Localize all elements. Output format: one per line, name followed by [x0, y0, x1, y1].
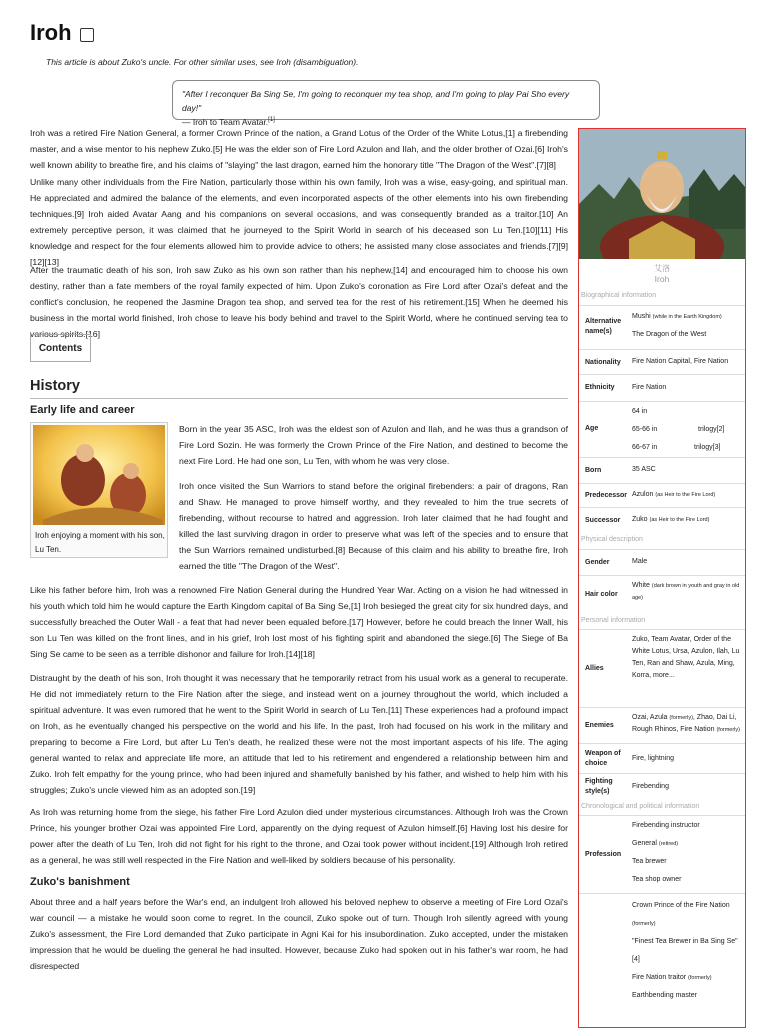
iroh-lu-ten-image[interactable] — [33, 425, 165, 525]
contents-toggle[interactable]: Contents — [30, 334, 91, 362]
row-nationality — [579, 349, 745, 375]
thumbnail-caption: Iroh enjoying a moment with his son, Lu Ten. — [35, 531, 165, 554]
row-alternative-names — [579, 305, 745, 350]
value-weapon[interactable]: Fire, lightning — [632, 755, 675, 762]
quote-attribution: — Iroh to Team Avatar.[1] — [182, 117, 275, 127]
row-ethnicity — [579, 374, 745, 402]
value-nationality[interactable]: Fire Nation Capital, Fire Nation — [632, 358, 729, 365]
value-born[interactable]: 35 ASC — [632, 466, 656, 473]
row-gender — [579, 549, 745, 576]
quote-box — [172, 80, 600, 127]
value-ethnicity[interactable]: Fire Nation — [632, 384, 667, 391]
early-paragraph-2: Iroh once visited the Sun Warriors to stand before the original firebenders: a pair of dragons, Ran and Shaw. He managed to prove himself worthy, and they revealed to him the true secrets of firebending, without recourse to hatred and aggression. Iroh later claimed that he had fought and killed the last surviving dragon in order to preserve what was left of the species and to ensure that the Sun Warriors remained undisturbed.[8] Because of this claim and his ability to breathe fire, Iroh earned the title "The Dragon of the West". — [179, 481, 568, 571]
heading-divider — [30, 398, 568, 399]
hatnote: This article is about Zuko's uncle. For other similar uses, see Iroh (disambiguation). — [46, 57, 359, 67]
label-alt-names: Alternative name(s) — [585, 318, 622, 335]
label-born: Born — [585, 467, 602, 474]
value-allies[interactable]: Zuko, Team Avatar, Order of the White Lotus, Ursa, Azulon, Ilah, Lu Ten, Ran and Shaw, Azula, Ming, Korra, more... — [632, 636, 740, 679]
page-title: Iroh — [30, 20, 72, 45]
intro-paragraph-1: Iroh was a retired Fire Nation General, a former Crown Prince of the nation, a Grand Lotus of the Order of the White Lotus,[1] a firebending master, and a wise mentor to his nephew Zuko.[5] He was the elder son of Fire Lord Azulon and Ilah, and the older brother of Ozai.[6] Iroh's well known ability to breathe fire, and his claims of "slaying" the last dragon, earned him the honorary title "The Dragon of the West".[7][8] — [30, 128, 568, 170]
banishment-paragraph-1: About three and a half years before the War's end, an indulgent Iroh allowed his beloved nephew to observe a meeting of Fire Lord Ozai's war council — a mistake he would soon come to regret. In the council, Zuko spoke out of turn. Though Iroh silently agreed with young Zuko's assessment, the Fire Lord demanded that Zuko participate in Agni Kai for his insubordination. Zuko accepted, under the mistaken impression that he would be dueling the general he had insulted. However, because Zuko had spoken out in his father's war room, he had disrespected — [30, 897, 568, 971]
value-position: Crown Prince of the Fire Nation (formerly) "Finest Tea Brewer in Ba Sing Se"[4] Fire Nation traitor (formerly) Earthbending master — [632, 902, 738, 999]
label-age: Age — [585, 425, 599, 432]
page-icon[interactable] — [80, 28, 94, 42]
label-allies: Allies — [585, 665, 604, 672]
early-paragraph-1: Born in the year 35 ASC, Iroh was the eldest son of Azulon and Ilah, and he was thus a grandson of Fire Lord Sozin. He was formerly the Crown Prince of the Fire Nation, and destined to become the next Fire Lord. He had one son, Lu Ten, with whom he was very close. — [179, 424, 568, 466]
section-personal[interactable]: Personal information — [581, 617, 646, 624]
label-gender: Gender — [585, 559, 610, 566]
row-enemies — [579, 707, 745, 744]
early-life-heading: Early life and career — [30, 404, 135, 416]
label-predecessor: Predecessor — [585, 492, 628, 499]
row-allies — [579, 629, 745, 708]
row-weapon — [579, 743, 745, 774]
row-born — [579, 457, 745, 484]
value-predecessor[interactable]: Azulon (as Heir to the Fire Lord) — [632, 491, 716, 498]
label-hair-color: Hair color — [585, 591, 618, 598]
row-predecessor — [579, 483, 745, 508]
label-weapon: Weapon of choice — [585, 750, 621, 767]
row-age — [579, 401, 745, 458]
label-fighting-style: Fighting style(s) — [585, 778, 613, 795]
quote-text: "After I reconquer Ba Sing Se, I'm going to reconquer my tea shop, and I'm going to play Pai Sho every day!" — [182, 89, 570, 113]
early-paragraph-5: As Iroh was returning home from the siege, his father Fire Lord Azulon died under mysterious circumstances. Although Iroh was the Crown Prince, his younger brother Ozai was appointed Fire Lord, apparently on the dying request of Azulon himself.[6] Having lost his desire for power after the death of Lu Ten, Iroh did not fight for his right to the throne, and Ozai took power without incident.[19] Although Iroh retired as a general, he was still well respected in the Fire Nation and well-liked by soldiers because of his personality. — [30, 807, 568, 865]
row-successor — [579, 507, 745, 534]
chinese-name: 艾洛 — [654, 264, 670, 273]
infobox-subtitle: Iroh — [654, 274, 670, 284]
history-heading: History — [30, 378, 80, 394]
value-profession: Firebending instructor General (retired) Tea brewer Tea shop owner — [632, 822, 700, 883]
section-physical[interactable]: Physical description — [581, 536, 643, 543]
section-chronological[interactable]: Chronological and political information — [581, 803, 700, 810]
value-gender: Male — [632, 558, 648, 565]
section-biographical[interactable]: Biographical information — [581, 292, 657, 299]
banishment-heading: Zuko's banishment — [30, 876, 130, 888]
value-age: 64 in 65-66 in trilogy[2] 66-67 in trilogy[3] — [632, 408, 725, 451]
early-paragraph-3: Like his father before him, Iroh was a renowned Fire Nation General during the Hundred Year War. Acting on a vision he had witnessed in his youth which told him he would capture the Earth Kingdom capital of Ba Sing Se,[1] Iroh besieged the great city for six hundred days, and successfully breached the Outer Wall - a feat that had never been equaled before.[17] However, before he could breach the Inner Wall, his son Lu Ten was killed on the front lines, and in his grief, Iroh lost most of his fighting spirit and abandoned the siege.[6] The Siege of Ba Sing Se came to be seen as a terrible dishonor and failure for Iroh.[14][18] — [30, 585, 568, 659]
row-fighting-style — [579, 773, 745, 801]
intro-paragraph-3: After the traumatic death of his son, Iroh saw Zuko as his own son rather than his nephew,[14] and encouraged him to choose his own destiny, rather than a fate members of the royal family expected of him. Upon Zuko's coronation as Fire Lord after Ozai's defeat and the conflict's conclusion, he reopened the Jasmine Dragon tea shop, and served tea for the rest of his retirement.[15] When he deemed his business in the mortal world finished, Iroh chose to leave his body behind and travel to the Spirit World, where he continued serving tea to various spirits.[16] — [30, 265, 568, 339]
early-paragraph-4: Distraught by the death of his son, Iroh thought it was necessary that he temporarily retract from his usual work as a general to recuperate. He did not immediately return to the Fire Nation after the siege, and instead went on a journey throughout the world, which included a spiritual adventure. It was even rumored that he went to the Spirit World in search of Lu Ten.[11] These experiences had a profound impact on Iroh, as he eventually changed his perspective on the world and his life. In the past, Iroh had focused on his work in the military and preparing to become a Fire Lord, but after Lu Ten's death, he realized these were not the most important aspects of his life. The aging general wanted to relax and appreciate life more, an attitude that led to his retirement and engendered a relationship between him and Zuko. Iroh felt empathy for the young prince, who had been injured and shamefully banished by his father, and wished to help him with his struggles; Zuko's uncle viewed him as an adopted son.[19] — [30, 673, 568, 795]
label-nationality: Nationality — [585, 359, 621, 366]
character-infobox — [578, 128, 746, 1028]
value-fighting-style[interactable]: Firebending — [632, 783, 669, 790]
value-hair-color: White (dark brown in youth and gray in old age) — [632, 582, 740, 601]
early-life-thumbnail — [30, 422, 168, 558]
intro-paragraph-2: Unlike many other individuals from the Fire Nation, particularly those within his own family, Iroh was a wise, easy-going, and spiritual man. He appreciated and admired the balance of the elements, and even incorporated aspects of the other elements into his own firebending techniques.[9] Iroh aided Avatar Aang and his companions on several occasions, and was consequently branded as a traitor.[10] An extremely perceptive person, it was claimed that he journeyed to the Spirit World in search of his deceased son Lu Ten.[10][11] His knowledge and respect for the four elements allowed him to provide advice to others; he assisted many close associates and friends.[7][9][12][13] — [30, 177, 568, 267]
value-alt-names: Mushi (while in the Earth Kingdom) The Dragon of the West — [632, 313, 722, 338]
row-profession — [579, 815, 745, 894]
label-ethnicity: Ethnicity — [585, 384, 615, 391]
title-wrap — [30, 20, 94, 46]
value-enemies[interactable]: Ozai, Azula (formerly), Zhao, Dai Li, Rough Rhinos, Fire Nation (formerly) — [632, 714, 740, 733]
label-enemies: Enemies — [585, 722, 614, 729]
value-successor[interactable]: Zuko (as Heir to the Fire Lord) — [632, 516, 710, 523]
label-successor: Successor — [585, 517, 621, 524]
label-profession: Profession — [585, 851, 622, 858]
row-hair-color — [579, 575, 745, 614]
row-position — [579, 893, 745, 1028]
iroh-portrait-image[interactable] — [579, 129, 745, 259]
